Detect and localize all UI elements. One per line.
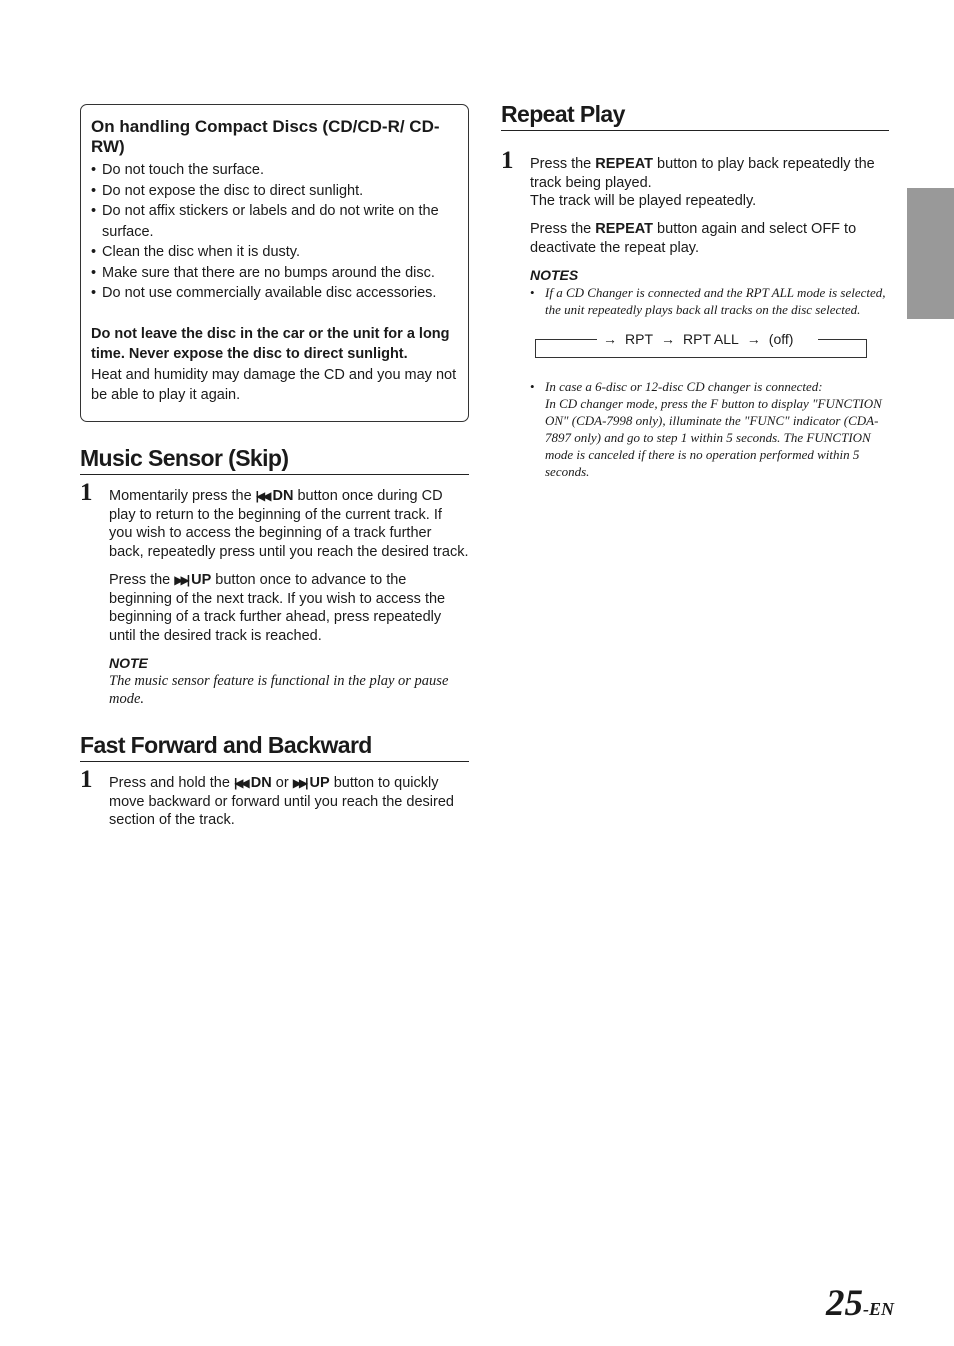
diagram-line xyxy=(535,339,597,340)
music-sensor-paragraph-2 xyxy=(109,571,469,646)
music-sensor-step xyxy=(80,479,469,709)
list-item: • Clean the disc when it is dusty. xyxy=(91,242,458,263)
note-text: In CD changer mode, press the F button to display "FUNCTION ON" (CDA-7998 only), illuminate the "FUNC" indicator (CDA-7897 only) and go to step 1 within 5 seconds. The FUNCTION mode is canceled if there is no operation performed within 5 seconds. xyxy=(545,395,882,479)
notes-list xyxy=(530,284,889,318)
handling-warning: Do not leave the disc in the car or the unit for a long time. Never expose the disc to direct sunlight. xyxy=(91,325,450,362)
text-run: Press the xyxy=(530,156,596,172)
note-text: If a CD Changer is connected and the RPT ALL mode is selected, the unit repeatedly plays back all tracks on the disc selected. xyxy=(545,284,886,317)
fast-forward-title: Fast Forward and Backward xyxy=(80,731,469,762)
repeat-play-title: Repeat Play xyxy=(501,100,889,131)
list-item xyxy=(530,284,889,318)
note-text: In case a 6-disc or 12-disc CD changer is connected: xyxy=(545,378,823,394)
notes-title: NOTES xyxy=(530,266,579,283)
note-text: The music sensor feature is functional in the play or pause mode. xyxy=(109,672,449,708)
text-run: button to play back repeatedly the track being played. xyxy=(530,156,875,191)
dn-button-label: DN xyxy=(250,775,272,792)
fast-forward-step xyxy=(80,766,469,830)
repeat-paragraph-1 xyxy=(530,155,889,211)
text-run: button to quickly move backward or forward until you reach the desired section of the track. xyxy=(109,775,454,829)
page-number-value: 25 xyxy=(826,1283,863,1324)
music-sensor-section xyxy=(80,444,469,709)
list-item: • Do not affix stickers or labels and do not write on the surface. xyxy=(91,201,458,242)
list-item: • Make sure that there are no bumps around the disc. xyxy=(91,263,458,284)
text-run: button once during CD play to return to the beginning of the current track. If you wish to access the beginning of a track further back, repeatedly press until you reach the desired track. xyxy=(109,488,469,561)
repeat-paragraph-2 xyxy=(530,220,889,257)
arrow-right-icon: → xyxy=(661,330,675,347)
text-run: or xyxy=(271,775,293,792)
section-tab-marker xyxy=(907,188,954,319)
up-button-label: UP xyxy=(191,571,212,588)
mode-rpt-all: RPT ALL xyxy=(683,330,739,347)
handling-box-title: On handling Compact Discs (CD/CD-R/ CD-RW) xyxy=(91,117,440,156)
text-run: Press the xyxy=(109,571,175,588)
diagram-sequence xyxy=(595,330,793,348)
handling-bullet-list xyxy=(91,160,458,304)
repeat-button-label: REPEAT xyxy=(595,156,654,172)
text-run: button again and select OFF to deactivate the repeat play. xyxy=(530,221,857,256)
music-sensor-title: Music Sensor (Skip) xyxy=(80,444,469,475)
arrow-right-icon: → xyxy=(746,330,761,347)
prev-track-icon: |◀◀ xyxy=(233,776,247,791)
step-number: 1 xyxy=(501,147,514,174)
music-sensor-paragraph-1 xyxy=(109,487,469,562)
list-item xyxy=(530,378,889,480)
up-button-label: UP xyxy=(309,775,330,792)
next-track-icon: ▶▶| xyxy=(292,776,306,791)
repeat-button-label: REPEAT xyxy=(595,221,654,238)
list-item: • Do not expose the disc to direct sunlight. xyxy=(91,181,458,202)
mode-off: (off) xyxy=(768,330,794,347)
next-track-icon: ▶▶| xyxy=(174,572,188,587)
fast-forward-paragraph xyxy=(109,774,469,830)
step-number: 1 xyxy=(80,766,93,794)
prev-track-icon: |◀◀ xyxy=(255,489,269,503)
note-title: NOTE xyxy=(109,654,148,671)
diagram-line xyxy=(818,339,866,340)
page-number xyxy=(826,1283,894,1330)
text-run: Press the xyxy=(530,221,596,238)
notes-list xyxy=(530,378,889,480)
page-suffix: -EN xyxy=(863,1299,894,1319)
list-item: • Do not use commercially available disc accessories. xyxy=(91,283,458,304)
mode-rpt: RPT xyxy=(625,330,653,347)
text-run: Momentarily press the xyxy=(109,488,256,504)
repeat-step xyxy=(501,147,889,480)
list-item: • Do not touch the surface. xyxy=(91,160,458,181)
handling-cd-box xyxy=(80,104,469,422)
repeat-mode-diagram xyxy=(535,330,868,360)
fast-forward-section xyxy=(80,731,469,830)
text-run: button once to advance to the beginning of the next track. If you wish to access the beginning of a track further ahead, press repeatedly until the desired track is reached. xyxy=(109,571,446,644)
arrow-right-icon: → xyxy=(603,330,617,347)
text-run: The track will be played repeatedly. xyxy=(530,193,757,210)
step-number: 1 xyxy=(80,479,93,506)
dn-button-label: DN xyxy=(272,488,294,504)
left-column xyxy=(80,104,469,830)
text-run: Press and hold the xyxy=(109,775,234,792)
right-column xyxy=(501,100,889,480)
handling-warning-text: Heat and humidity may damage the CD and you may not be able to play it again. xyxy=(91,366,457,403)
